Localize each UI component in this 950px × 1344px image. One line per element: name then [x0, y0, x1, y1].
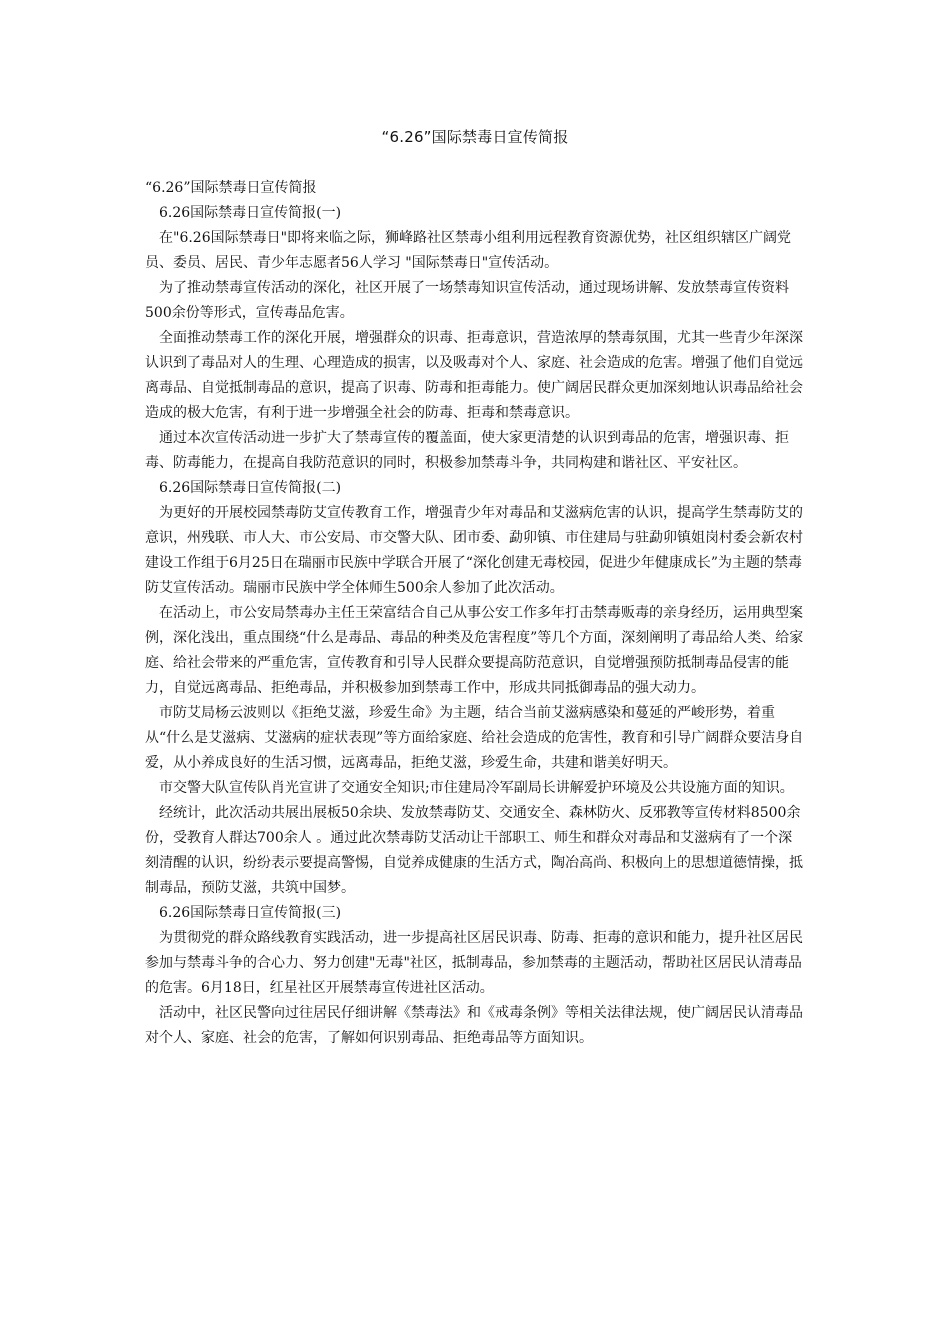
paragraph: 为了推动禁毒宣传活动的深化，社区开展了一场禁毒知识宣传活动，通过现场讲解、发放禁毒宣传资料500余份等形式，宣传毒品危害。	[145, 280, 789, 321]
paragraph: 市交警大队宣传队肖光宣讲了交通安全知识;市住建局冷军副局长讲解爱护环境及公共设施方面的知识。	[159, 780, 794, 796]
paragraph: 为贯彻党的群众路线教育实践活动，进一步提高社区居民识毒、防毒、拒毒的意识和能力，提升社区居民参加与禁毒斗争的合心力、努力创建"无毒"社区，抵制毒品，参加禁毒的主题活动，帮助社区居民认清毒品的危害。6月18日，红星社区开展禁毒宣传进社区活动。	[145, 930, 803, 996]
paragraph: 活动中，社区民警向过往居民仔细讲解《禁毒法》和《戒毒条例》等相关法律法规，使广阔居民认清毒品对个人、家庭、社会的危害，了解如何识别毒品、拒绝毒品等方面知识。	[145, 1005, 803, 1046]
paragraph: 市防艾局杨云波则以《拒绝艾滋，珍爱生命》为主题，结合当前艾滋病感染和蔓延的严峻形势，着重从“什么是艾滋病、艾滋病的症状表现”等方面给家庭、给社会造成的危害性，教育和引导广阔群众要洁身自爱，从小养成良好的生活习惯，远离毒品，拒绝艾滋，珍爱生命，共建和谐美好明天。	[145, 705, 804, 771]
section-heading-2: 6.26国际禁毒日宣传简报(二)	[159, 480, 342, 496]
paragraph: 全面推动禁毒工作的深化开展，增强群众的识毒、拒毒意识，营造浓厚的禁毒氛围，尤其一些青少年深深认识到了毒品对人的生理、心理造成的损害，以及吸毒对个人、家庭、社会造成的危害。增强了他们自觉远离毒品、自觉抵制毒品的意识，提高了识毒、防毒和拒毒能力。使广阔居民群众更加深刻地认识毒品给社会造成的极大危害，有利于进一步增强全社会的防毒、拒毒和禁毒意识。	[145, 330, 803, 421]
section-heading-3: 6.26国际禁毒日宣传简报(三)	[159, 905, 342, 921]
body-heading: “6.26”国际禁毒日宣传简报	[145, 180, 317, 196]
document-body	[145, 176, 805, 1051]
paragraph: 在"6.26国际禁毒日"即将来临之际，狮峰路社区禁毒小组利用远程教育资源优势，社区组织辖区广阔党员、委员、居民、青少年志愿者56人学习 "国际禁毒日"宣传活动。	[145, 230, 792, 271]
section-heading-1: 6.26国际禁毒日宣传简报(一)	[159, 205, 342, 221]
paragraph: 经统计，此次活动共展出展板50余块、发放禁毒防艾、交通安全、森林防火、反邪教等宣传材料8500余份，受教育人群达700余人 。通过此次禁毒防艾活动让干部职工、师生和群众对毒品和艾滋病有了一个深刻清醒的认识，纷纷表示要提高警惕，自觉养成健康的生活方式，陶冶高尚、积极向上的思想道德情操，抵制毒品，预防艾滋，共筑中国梦。	[145, 805, 803, 896]
paragraph: 在活动上，市公安局禁毒办主任王荣富结合自己从事公安工作多年打击禁毒贩毒的亲身经历，运用典型案例，深化浅出，重点围绕“什么是毒品、毒品的种类及危害程度”等几个方面，深刻阐明了毒品给人类、给家庭、给社会带来的严重危害，宣传教育和引导人民群众要提高防范意识，自觉增强预防抵制毒品侵害的能力，自觉远离毒品、拒绝毒品，并积极参加到禁毒工作中，形成共同抵御毒品的强大动力。	[145, 605, 804, 696]
page-title: “6.26”国际禁毒日宣传简报	[381, 128, 569, 146]
paragraph: 通过本次宣传活动进一步扩大了禁毒宣传的覆盖面，使大家更清楚的认识到毒品的危害，增强识毒、拒毒、防毒能力，在提高自我防范意识的同时，积极参加禁毒斗争，共同构建和谐社区、平安社区。	[145, 430, 789, 471]
paragraph: 为更好的开展校园禁毒防艾宣传教育工作，增强青少年对毒品和艾滋病危害的认识，提高学生禁毒防艾的意识，州残联、市人大、市公安局、市交警大队、团市委、勐卯镇、市住建局与驻勐卯镇姐岗村委会新农村建设工作组于6月25日在瑞丽市民族中学联合开展了“深化创建无毒校园，促进少年健康成长”为主题的禁毒防艾宣传活动。瑞丽市民族中学全体师生500余人参加了此次活动。	[145, 505, 803, 596]
